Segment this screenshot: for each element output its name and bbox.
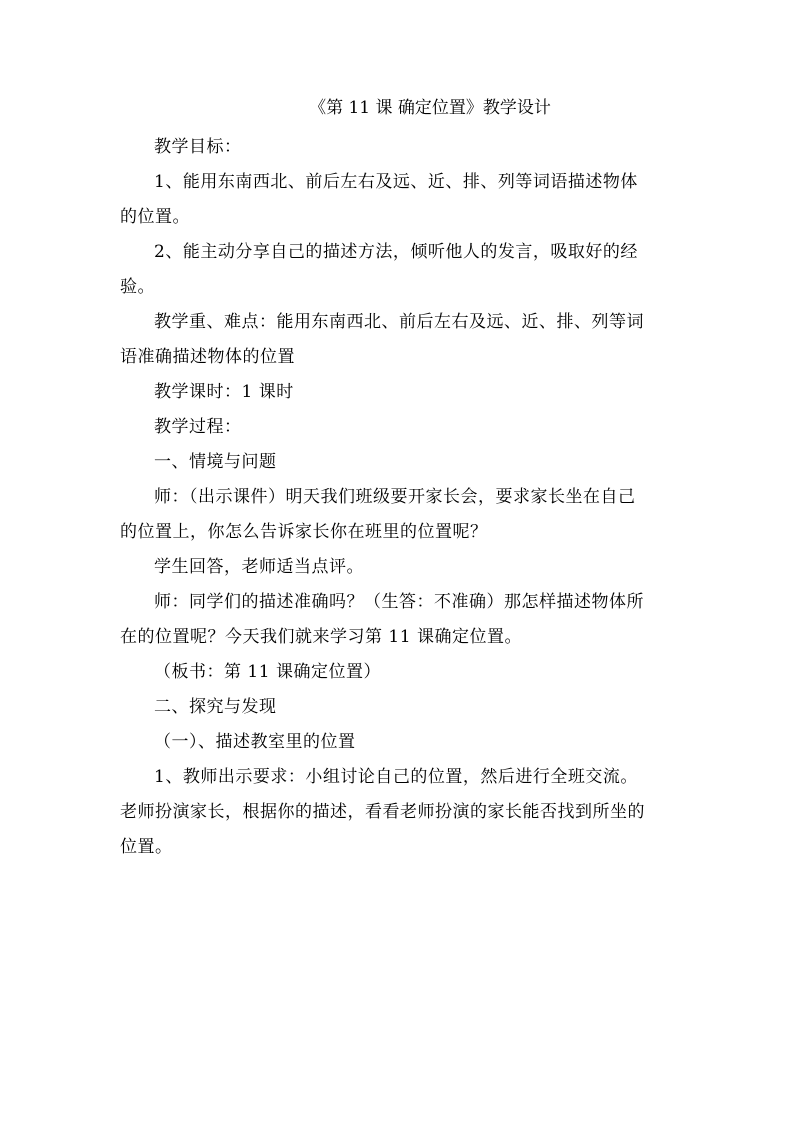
paragraph-line: 老师扮演家长，根据你的描述，看看老师扮演的家长能否找到所坐的 xyxy=(120,802,645,822)
paragraph-line: 的位置。 xyxy=(120,207,190,227)
paragraph-line: 教学重、难点：能用东南西北、前后左右及远、近、排、列等词 xyxy=(154,312,644,332)
paragraph-line: 验。 xyxy=(120,277,155,297)
paragraph-line: 的位置上，你怎么告诉家长你在班里的位置呢？ xyxy=(120,522,488,542)
paragraph-line: 语准确描述物体的位置 xyxy=(120,347,295,367)
paragraph-line: 教学目标： xyxy=(154,137,242,157)
paragraph-line: （一）、描述教室里的位置 xyxy=(154,732,356,752)
paragraph-line: 位置。 xyxy=(120,837,173,857)
paragraph-line: 2、能主动分享自己的描述方法，倾听他人的发言，吸取好的经 xyxy=(154,242,638,262)
paragraph-line: 1、能用东南西北、前后左右及远、近、排、列等词语描述物体 xyxy=(154,172,638,192)
paragraph-line: 在的位置呢？今天我们就来学习第 11 课确定位置。 xyxy=(120,627,522,647)
paragraph-line: （板书：第 11 课确定位置） xyxy=(154,662,381,682)
paragraph-line: 二、探究与发现 xyxy=(154,697,277,717)
document-page xyxy=(120,96,680,865)
paragraph-line: 教学过程： xyxy=(154,417,242,437)
paragraph-line: 师：（出示课件）明天我们班级要开家长会，要求家长坐在自己 xyxy=(154,487,636,507)
paragraph-line: 学生回答，老师适当点评。 xyxy=(154,557,364,577)
document-title: 《第 11 课 确定位置》教学设计 xyxy=(309,98,551,118)
paragraph-line: 教学课时：1 课时 xyxy=(154,382,294,402)
document-body xyxy=(120,130,680,865)
paragraph-line: 1、教师出示要求：小组讨论自己的位置，然后进行全班交流。 xyxy=(154,767,638,787)
paragraph-line: 师：同学们的描述准确吗？（生答：不准确）那怎样描述物体所 xyxy=(154,592,644,612)
paragraph-line: 一、情境与问题 xyxy=(154,452,277,472)
